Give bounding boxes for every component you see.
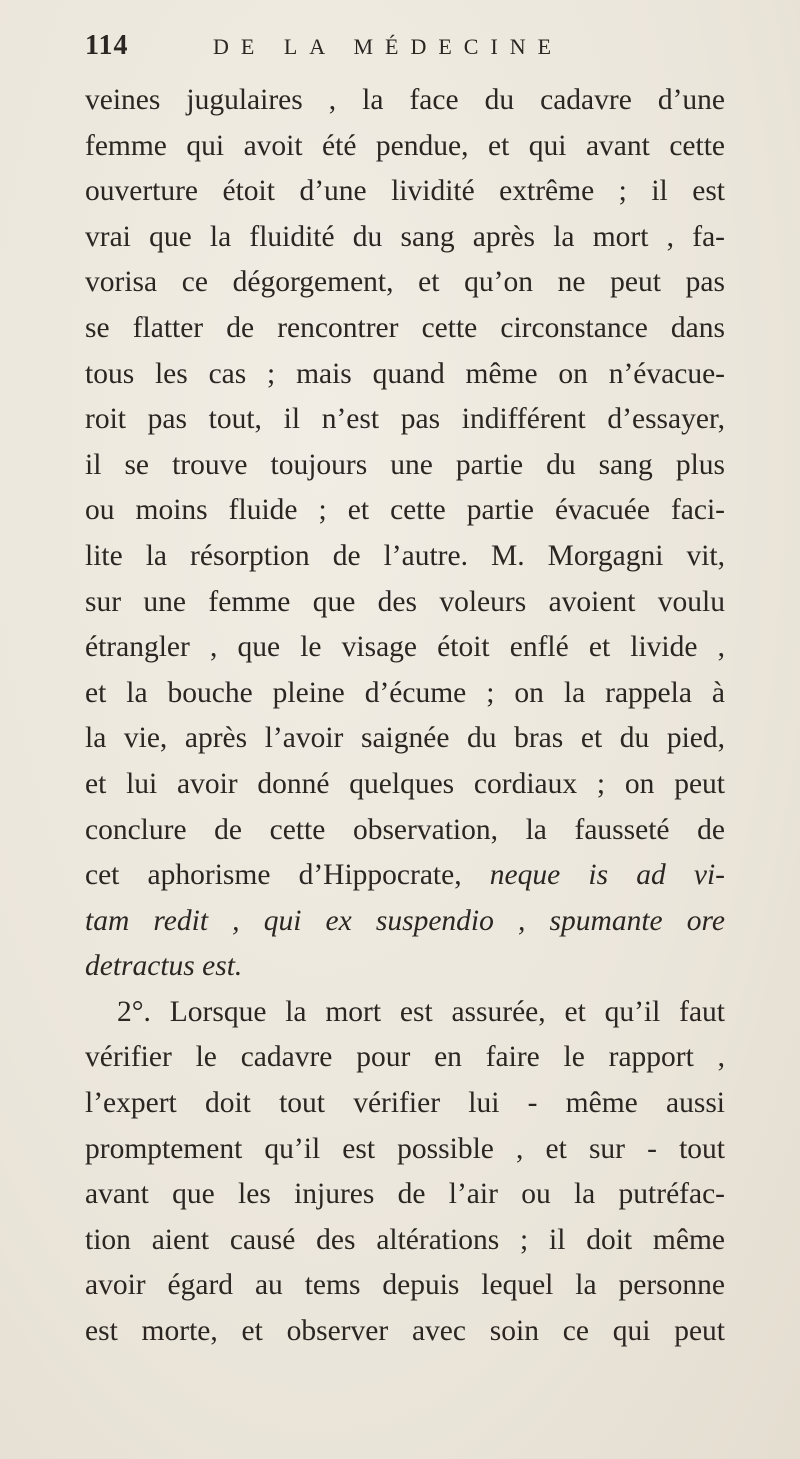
running-title: DE LA MÉDECINE	[213, 34, 564, 59]
text-line: avant que les injures de l’air ou la putréfac-	[85, 1178, 725, 1211]
text-line: et lui avoir donné quelques cordiaux ; on peut	[85, 767, 725, 800]
latin-quote-line: tam redit , qui ex suspendio , spumante ore	[85, 904, 725, 937]
text-line: promptement qu’il est possible , et sur - tout	[85, 1132, 725, 1165]
text-line: se flatter de rencontrer cette circonstance dans	[85, 311, 725, 344]
latin-quote: neque is ad vi-	[461, 859, 726, 892]
text-line: il se trouve toujours une partie du sang plus	[85, 448, 725, 481]
text-line: étrangler , que le visage étoit enflé et livide ,	[85, 631, 725, 664]
text-segment: cet aphorisme d’Hippocrate,	[85, 859, 462, 892]
body-text	[85, 78, 725, 1355]
text-line: conclure de cette observation, la fausseté de	[85, 813, 725, 846]
text-line: tion aient causé des altérations ; il doit même	[85, 1223, 725, 1256]
text-line: femme qui avoit été pendue, et qui avant cette	[85, 129, 725, 162]
text-line: vorisa ce dégorgement, et qu’on ne peut pas	[85, 266, 725, 299]
text-line: lite la résorption de l’autre. M. Morgagni vit,	[85, 539, 725, 572]
text-line: est morte, et observer avec soin ce qui peut	[85, 1315, 725, 1348]
text-line: ou moins fluide ; et cette partie évacuée faci-	[85, 494, 725, 527]
text-line: tous les cas ; mais quand même on n’évacue-	[85, 357, 725, 390]
text-line: vérifier le cadavre pour en faire le rapport ,	[85, 1041, 725, 1074]
text-line: et la bouche pleine d’écume ; on la rappela à	[85, 676, 725, 709]
text-line	[85, 853, 725, 899]
text-line: ouverture étoit d’une lividité extrême ; il est	[85, 175, 725, 208]
text-line: veines jugulaires , la face du cadavre d’une	[85, 84, 725, 116]
text-line: l’expert doit tout vérifier lui - même aussi	[85, 1087, 725, 1120]
text-line: sur une femme que des voleurs avoient voulu	[85, 585, 725, 618]
text-line: vrai que la fluidité du sang après la mort , fa-	[85, 220, 725, 253]
text-line: la vie, après l’avoir saignée du bras et du pied,	[85, 722, 725, 755]
text-line: roit pas tout, il n’est pas indifférent d’essayer,	[85, 403, 725, 436]
paragraph-start-line: 2°. Lorsque la mort est assurée, et qu’il faut	[117, 995, 725, 1028]
text-line: avoir égard au tems depuis lequel la personne	[85, 1269, 725, 1302]
page-header	[85, 24, 725, 68]
page-number: 114	[85, 30, 129, 61]
latin-quote-line: detractus est.	[85, 950, 243, 983]
